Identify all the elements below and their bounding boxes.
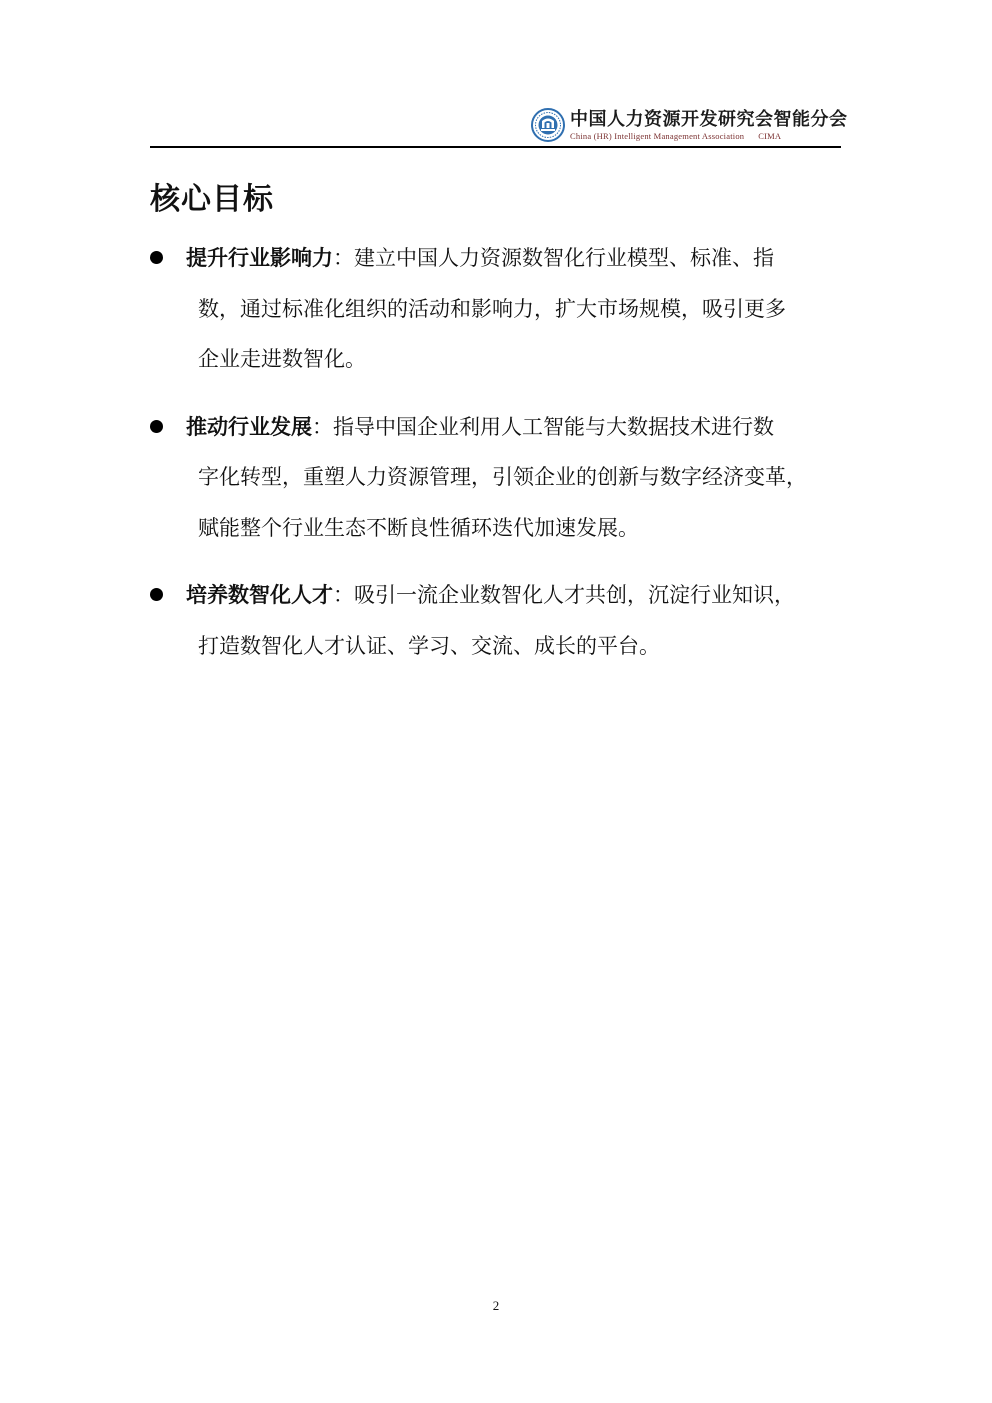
page-header: [150, 100, 848, 148]
goal-text: 打造数智化人才认证、学习、交流、成长的平台。: [198, 633, 660, 658]
goal-heading: 提升行业影响力: [186, 246, 333, 270]
org-name-en-text: China (HR) Intelligent Management Association: [570, 131, 745, 141]
header-divider: [150, 146, 841, 148]
goal-heading: 推动行业发展: [186, 414, 312, 439]
goal-colon: ：: [312, 414, 333, 439]
association-seal-icon: [531, 108, 565, 142]
goal-line: [186, 570, 842, 621]
goal-text: 企业走进数智化。: [198, 347, 366, 371]
goal-line: [186, 233, 842, 284]
goal-list: [150, 233, 842, 688]
bullet-icon: [150, 420, 163, 433]
page-title: 核心目标: [150, 182, 274, 217]
org-abbr: CIMA: [758, 131, 782, 141]
goal-text: 指导中国企业利用人工智能与大数据技术进行数: [333, 414, 774, 439]
goal-item-industry-development: [150, 402, 842, 554]
goal-colon: ：: [333, 583, 354, 607]
goal-text: 建立中国人力资源数智化行业模型、标准、指: [354, 246, 774, 270]
goal-colon: ：: [333, 246, 354, 270]
bullet-icon: [150, 588, 163, 601]
org-name-cn: 中国人力资源开发研究会智能分会: [570, 109, 848, 130]
goal-line: [186, 402, 842, 453]
goal-text: 字化转型，重塑人力资源管理，引领企业的创新与数字经济变革，: [198, 465, 807, 489]
page-number: 2: [492, 1298, 500, 1313]
org-name-en: [570, 131, 781, 141]
goal-text: 数，通过标准化组织的活动和影响力，扩大市场规模，吸引更多: [198, 296, 786, 321]
goal-item-talent-cultivation: [150, 570, 842, 671]
goal-heading: 培养数智化人才: [186, 583, 333, 607]
goal-item-industry-influence: [150, 233, 842, 385]
goal-text: 赋能整个行业生态不断良性循环迭代加速发展。: [198, 515, 639, 540]
bullet-icon: [150, 251, 163, 264]
goal-text: 吸引一流企业数智化人才共创，沉淀行业知识，: [354, 583, 795, 607]
